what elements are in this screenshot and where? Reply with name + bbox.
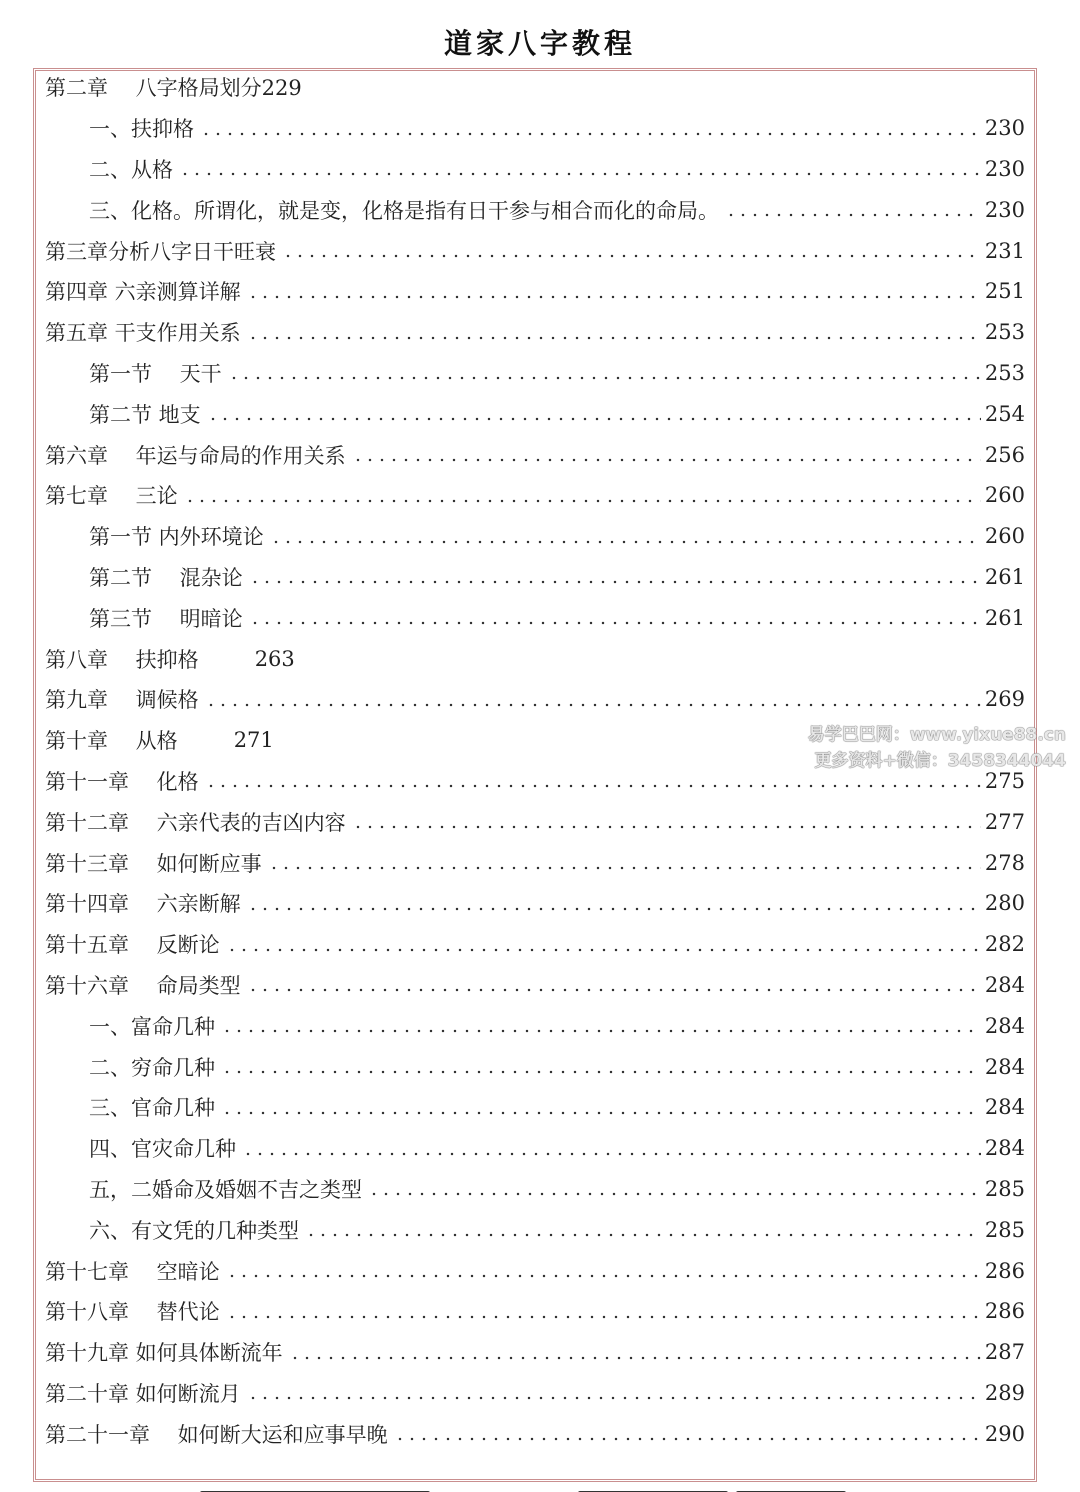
toc-dot-leader bbox=[226, 1263, 981, 1284]
toc-dot-leader bbox=[247, 896, 981, 917]
toc-entry-page: 284 bbox=[984, 1095, 1025, 1120]
toc-dot-leader bbox=[221, 1059, 981, 1080]
toc-entry bbox=[45, 149, 1025, 190]
toc-entry bbox=[45, 1005, 1025, 1046]
toc-entry bbox=[45, 965, 1025, 1006]
toc-dot-leader bbox=[221, 1018, 981, 1039]
toc-entry bbox=[45, 271, 1025, 312]
toc-entry-label: 五，二婚命及婚姻不吉之类型 bbox=[89, 1177, 362, 1202]
toc-entry-page: 284 bbox=[984, 972, 1025, 997]
toc-entry-page: 282 bbox=[984, 932, 1025, 957]
toc-dot-leader bbox=[289, 1345, 981, 1366]
toc-entry-page: 230 bbox=[984, 197, 1025, 222]
toc-entry-page: 277 bbox=[984, 809, 1025, 834]
toc-entry-label: 第二十章 如何断流月 bbox=[45, 1381, 241, 1406]
toc-entry-label: 第一节 天干 bbox=[89, 361, 222, 386]
toc-dot-leader bbox=[184, 488, 981, 509]
toc-entry bbox=[45, 353, 1025, 394]
cropped-footer-text bbox=[200, 1484, 900, 1492]
toc-entry-label: 第五章 干支作用关系 bbox=[45, 321, 241, 346]
toc-entry bbox=[45, 1413, 1025, 1454]
toc-entry-label: 第十六章 命局类型 bbox=[45, 973, 241, 998]
toc-entry bbox=[45, 1250, 1025, 1291]
watermark-contact: 更多资料+微信：3458344044 bbox=[814, 751, 1066, 771]
toc-entry-label: 第三章分析八字日干旺衰 bbox=[45, 239, 276, 264]
toc-entry-page: 261 bbox=[984, 605, 1025, 630]
toc-entry bbox=[45, 597, 1025, 638]
toc-entry-page: 256 bbox=[984, 442, 1025, 467]
toc-entry bbox=[45, 924, 1025, 965]
toc-entry-label: 第二十一章 如何断大运和应事早晚 bbox=[45, 1422, 388, 1447]
page-title: 道家八字教程 bbox=[443, 27, 636, 60]
toc-dot-leader bbox=[228, 365, 981, 386]
toc-entry bbox=[45, 312, 1025, 353]
toc-entry bbox=[45, 475, 1025, 516]
toc-dot-leader bbox=[247, 325, 981, 346]
toc-entry-page: 253 bbox=[984, 320, 1025, 345]
toc-entry-label: 四、官灾命几种 bbox=[89, 1137, 236, 1162]
toc-dot-leader bbox=[226, 1304, 981, 1325]
toc-dot-leader bbox=[725, 202, 981, 223]
toc-entry bbox=[45, 1373, 1025, 1414]
toc-entry bbox=[45, 108, 1025, 149]
toc-entry-label: 第二节 混杂论 bbox=[89, 565, 243, 590]
toc-dot-leader bbox=[179, 161, 981, 182]
toc-entry-page: 253 bbox=[984, 360, 1025, 385]
toc-entry-page: 285 bbox=[984, 1217, 1025, 1242]
toc-entry-label: 第八章 扶抑格 bbox=[45, 647, 199, 672]
toc-entry-page: 231 bbox=[984, 238, 1025, 263]
toc-dot-leader bbox=[242, 1141, 981, 1162]
toc-entry-page: 271 bbox=[233, 728, 274, 753]
toc-entry-page: 289 bbox=[984, 1380, 1025, 1405]
toc-entry bbox=[45, 679, 1025, 720]
toc-entry-label: 第三节 明暗论 bbox=[89, 606, 243, 631]
toc-entry-page: 290 bbox=[984, 1421, 1025, 1446]
toc-entry-label: 第十五章 反断论 bbox=[45, 933, 220, 958]
toc-entry-label: 第十七章 空暗论 bbox=[45, 1259, 220, 1284]
toc-entry-page: 284 bbox=[984, 1013, 1025, 1038]
toc-entry bbox=[45, 230, 1025, 271]
toc-entry-page: 269 bbox=[984, 687, 1025, 712]
watermark bbox=[808, 722, 1066, 774]
toc-entry bbox=[45, 1169, 1025, 1210]
toc-entry bbox=[45, 434, 1025, 475]
toc-dot-leader bbox=[270, 529, 981, 550]
toc-entry bbox=[45, 801, 1025, 842]
toc-entry bbox=[45, 842, 1025, 883]
toc-entry-label: 第四章 六亲测算详解 bbox=[45, 280, 241, 305]
toc-entry-label: 第十三章 如何断应事 bbox=[45, 851, 262, 876]
toc-entry-page: 263 bbox=[254, 646, 295, 671]
toc-entry-label: 二、从格 bbox=[89, 157, 173, 182]
toc-entry bbox=[45, 1209, 1025, 1250]
toc-dot-leader bbox=[249, 569, 981, 590]
toc-entry bbox=[45, 1291, 1025, 1332]
toc-dot-leader bbox=[205, 773, 981, 794]
toc-entry-page: 275 bbox=[984, 768, 1025, 793]
toc-entry-label: 第十四章 六亲断解 bbox=[45, 892, 241, 917]
toc-entry-page: 260 bbox=[984, 483, 1025, 508]
toc-entry-page: 284 bbox=[984, 1136, 1025, 1161]
toc-entry-page: 285 bbox=[984, 1176, 1025, 1201]
toc-entry bbox=[45, 393, 1025, 434]
toc-entry-page: 260 bbox=[984, 524, 1025, 549]
toc-entry bbox=[45, 189, 1025, 230]
toc-entry-label: 六、有文凭的几种类型 bbox=[89, 1218, 299, 1243]
toc-entry-label: 第十八章 替代论 bbox=[45, 1300, 220, 1325]
watermark-site: 易学巴巴网：www.yixue88.cn bbox=[807, 725, 1066, 745]
toc-dot-leader bbox=[247, 284, 981, 305]
toc-entry-label: 第二章 八字格局划分229 bbox=[45, 76, 302, 101]
toc-dot-leader bbox=[207, 406, 981, 427]
toc-dot-leader bbox=[352, 447, 981, 468]
toc-entry bbox=[45, 1087, 1025, 1128]
toc-entry-label: 第六章 年运与命局的作用关系 bbox=[45, 443, 346, 468]
toc-dot-leader bbox=[247, 1385, 981, 1406]
toc-entry bbox=[45, 883, 1025, 924]
toc-entry-label: 第九章 调候格 bbox=[45, 688, 199, 713]
toc-dot-leader bbox=[352, 814, 981, 835]
toc-entry-label: 第十二章 六亲代表的吉凶内容 bbox=[45, 810, 346, 835]
toc-entry-page: 284 bbox=[984, 1054, 1025, 1079]
toc-dot-leader bbox=[282, 243, 981, 264]
toc-entry-label: 第七章 三论 bbox=[45, 484, 178, 509]
toc-entry-label: 第二节 地支 bbox=[89, 402, 201, 427]
toc-dot-leader bbox=[226, 937, 981, 958]
toc-entry-label: 第十九章 如何具体断流年 bbox=[45, 1341, 283, 1366]
toc-entry bbox=[45, 516, 1025, 557]
toc-entry-label: 二、穷命几种 bbox=[89, 1055, 215, 1080]
toc-entry bbox=[45, 1128, 1025, 1169]
toc-entry-label: 一、富命几种 bbox=[89, 1014, 215, 1039]
toc-entry-label: 第十一章 化格 bbox=[45, 769, 199, 794]
toc-entry-page: 261 bbox=[984, 564, 1025, 589]
toc-dot-leader bbox=[305, 1222, 981, 1243]
toc-dot-leader bbox=[394, 1426, 981, 1447]
toc-entry-page: 286 bbox=[984, 1299, 1025, 1324]
toc-entry-label: 第十章 从格 bbox=[45, 729, 178, 754]
toc-dot-leader bbox=[368, 1181, 981, 1202]
toc-entry-page: 230 bbox=[984, 116, 1025, 141]
toc-entry-page: 287 bbox=[984, 1340, 1025, 1365]
toc-entry-page: 251 bbox=[984, 279, 1025, 304]
toc-entry-page: 278 bbox=[984, 850, 1025, 875]
toc-entry bbox=[45, 1332, 1025, 1373]
toc-dot-leader bbox=[249, 610, 981, 631]
toc-dot-leader bbox=[221, 1100, 981, 1121]
toc-entry-label: 三、官命几种 bbox=[89, 1096, 215, 1121]
toc-dot-leader bbox=[205, 692, 981, 713]
toc-entry-page: 280 bbox=[984, 891, 1025, 916]
toc-entry-page: 286 bbox=[984, 1258, 1025, 1283]
toc-entry bbox=[45, 67, 1025, 108]
toc-entry bbox=[45, 638, 1025, 679]
toc-entry-page: 230 bbox=[984, 156, 1025, 181]
toc-entry-page: 254 bbox=[984, 401, 1025, 426]
toc-dot-leader bbox=[200, 121, 981, 142]
toc-entry-label: 三、化格。所谓化，就是变，化格是指有日干参与相合而化的命局。 bbox=[89, 198, 719, 223]
toc-entry bbox=[45, 557, 1025, 598]
toc-dot-leader bbox=[268, 855, 981, 876]
toc-entry-label: 第一节 内外环境论 bbox=[89, 525, 264, 550]
toc-dot-leader bbox=[247, 977, 981, 998]
toc-entry-label: 一、扶抑格 bbox=[89, 117, 194, 142]
toc-entry bbox=[45, 1046, 1025, 1087]
